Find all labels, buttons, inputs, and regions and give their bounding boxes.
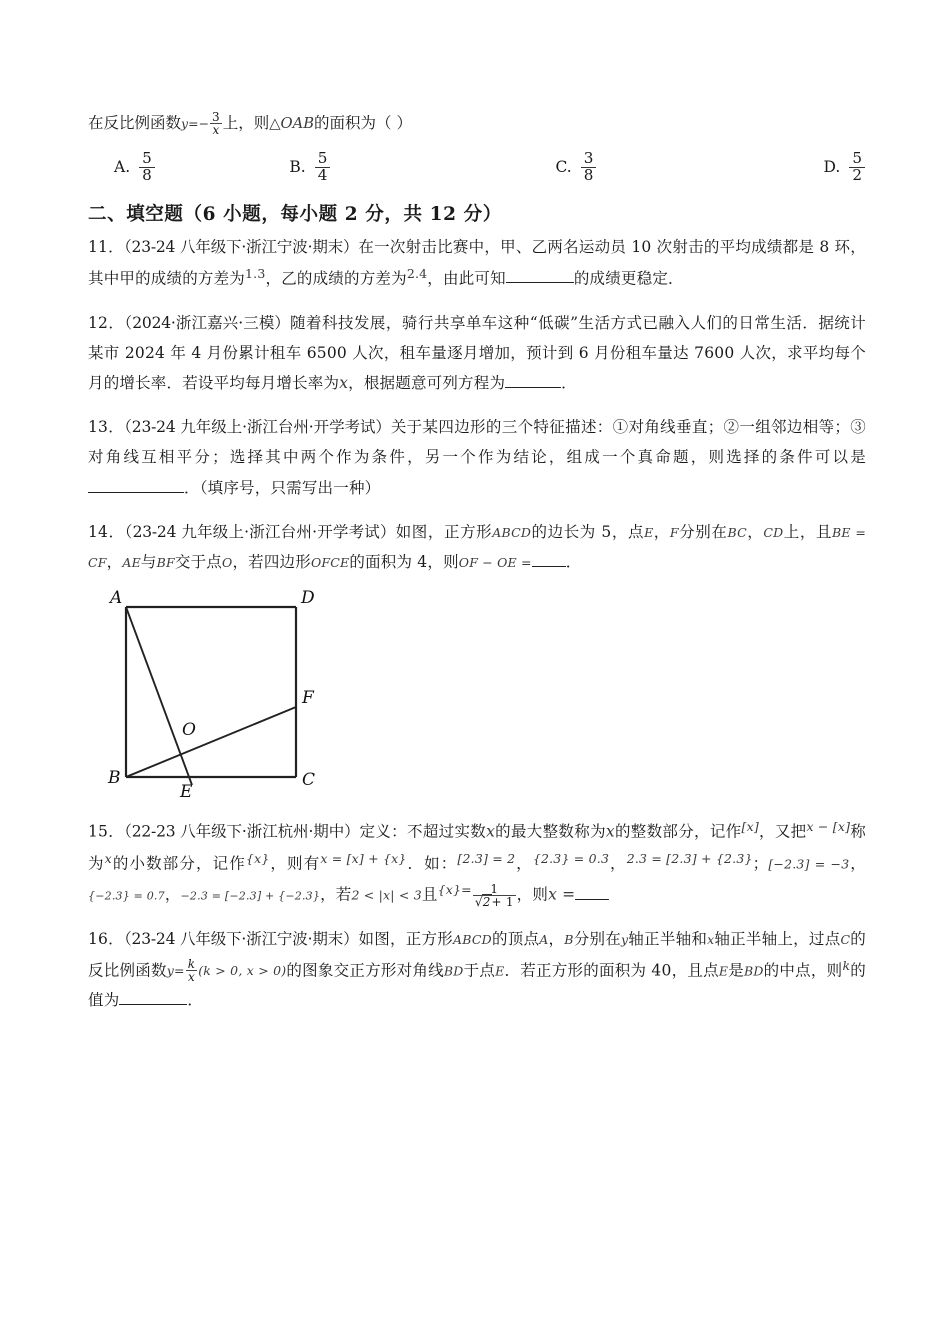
question-13 (88, 412, 866, 503)
question-16-point-e-2: E (718, 963, 729, 979)
question-13-text-2: ．（填序号，只需写出一种） (184, 478, 381, 497)
question-14-expression-of-minus-oe: OF − OE = (458, 555, 532, 571)
stem-prefix-text: 在反比例函数 (88, 114, 182, 132)
question-11-text-3: ，由此可知 (427, 269, 506, 288)
question-12-answer-blank[interactable] (505, 387, 561, 388)
question-15-text-8: ．如： (406, 854, 458, 873)
question-16-text-1: 如图，正方形 (358, 929, 454, 948)
question-16-text-9: 于点 (463, 961, 496, 980)
question-14-text-10: ，若四边形 (232, 553, 311, 572)
question-16-text-2: 的顶点 (491, 929, 540, 948)
question-16-inverse-proportion-function: y= $\frac{k}{x}$ (k > 0, x > 0) (166, 957, 287, 985)
question-15-sep-1: ， (515, 854, 533, 873)
label-A: A (110, 588, 123, 609)
question-14-segment-bf: BF (156, 555, 175, 571)
choice-option-b[interactable] (289, 151, 555, 184)
question-12-source: （2024·浙江嘉兴·三模） (124, 313, 290, 332)
question-14-source: （23-24 九年级上·浙江台州·开学考试） (124, 522, 396, 541)
question-14-text-4: 分别在 (678, 522, 728, 541)
question-11-variance-yi: 2.4 (406, 266, 428, 282)
label-F: F (302, 688, 314, 709)
question-16-point-e: E (495, 963, 505, 979)
question-11-number: 11． (88, 237, 124, 256)
question-15-text-3: 的整数部分，记作 (614, 822, 742, 841)
question-15-var-x-1: x (486, 822, 496, 841)
question-14-equation-be-cf: BE = CF (88, 524, 867, 571)
question-16-text-3: ， (548, 929, 565, 948)
question-16-answer-blank[interactable] (119, 1004, 187, 1005)
question-15-x-equals: x = (548, 885, 576, 904)
label-B: B (108, 768, 121, 789)
question-15-text-5: 称为 (88, 822, 867, 873)
question-11-source: （23-24 八年级下·浙江宁波·期末） (123, 237, 359, 256)
question-16-text-13: 的值为 (88, 961, 866, 1010)
question-14-number: 14． (88, 522, 125, 541)
question-12-variable-x: x (339, 374, 349, 392)
question-13-text-1: 关于某四边形的三个特征描述：①对角线垂直；②一组邻边相等；③对角线互相平分；选择其中两个作为条件，另一个作为结论，组成一个真命题，则选择的条件可以是 (88, 418, 866, 467)
question-16-axis-y: y (620, 931, 629, 947)
question-15-text-10: 且 (421, 885, 438, 904)
question-14-answer-blank[interactable] (532, 566, 566, 567)
choice-b-label: B. (289, 158, 306, 177)
question-15-cond-equals: = (461, 882, 472, 898)
question-15-source: （22-23 八年级下·浙江杭州·期中） (124, 822, 360, 841)
segment-BF (126, 707, 296, 777)
question-11-text-4: 的成绩更稳定． (573, 269, 684, 288)
question-15-number: 15． (88, 822, 125, 841)
question-12-text-3: ． (561, 374, 577, 392)
question-16-text-14: ． (187, 991, 204, 1010)
question-11-answer-blank[interactable] (506, 282, 574, 283)
question-11-variance-jia: 1.3 (245, 266, 266, 282)
question-13-source: （23-24 九年级上·浙江台州·开学考试） (124, 418, 391, 437)
question-15-example-3: 2.3 = [2.3] + {2.3} (626, 850, 753, 866)
question-16-point-c: C (840, 931, 851, 947)
question-15-example-4: [−2.3] = −3 (768, 856, 850, 872)
question-14-point-e: E (644, 524, 654, 540)
choice-option-c[interactable] (555, 151, 823, 184)
question-16-text-10: ．若正方形的面积为 40，且点 (504, 961, 719, 980)
fraction-k-over-x: $\frac{k}{x}$ (187, 957, 196, 985)
choice-d-value: $\frac{5}{2}$ (849, 151, 865, 184)
segment-AE (126, 607, 192, 785)
question-15 (88, 815, 866, 909)
question-16-axis-x: x (707, 931, 715, 947)
question-15-frac-part-definition: x − [x] (806, 819, 851, 835)
question-16-text-8: 的图象交正方形对角线 (286, 961, 444, 980)
question-16-text-4: 分别在 (573, 929, 621, 948)
question-15-example-6: −2.3 = [−2.3] + {−2.3} (180, 889, 321, 903)
choice-d-label: D. (823, 158, 841, 177)
question-14-square-abcd: ABCD (492, 524, 532, 540)
question-15-example-2: {2.3} = 0.3 (532, 850, 610, 866)
question-15-text-6: 的小数部分，记作 (111, 854, 246, 873)
question-15-cond-fraction: $\frac{1}{√2+ 1}$ (474, 881, 514, 909)
question-16-diagonal-bd-2: BD (744, 963, 764, 979)
choice-b-value: $\frac{5}{4}$ (315, 151, 331, 184)
question-14-text-2: 的边长为 5，点 (531, 522, 645, 541)
label-O: O (182, 720, 196, 741)
question-15-var-x-3: x (104, 850, 112, 866)
question-15-answer-blank[interactable] (575, 899, 609, 900)
question-15-text-9: ，若 (320, 885, 352, 904)
function-domain-condition: (k > 0, x > 0) (198, 963, 287, 979)
fraction-3-over-x: $\frac{3}{x}$ (212, 110, 220, 137)
question-15-example-5: {−2.3} = 0.7 (88, 889, 165, 903)
question-16-constant-k: k (842, 957, 851, 973)
question-15-cond-brace: {x} (437, 882, 462, 898)
question-15-condition-fraction-expression (437, 881, 517, 909)
inverse-proportion-formula: y=− $\frac{3}{x}$ (181, 110, 220, 137)
question-11-text-1: 在一次射击比赛中，甲、乙两名运动员 10 次射击的平均成绩都是 8 环，其中甲的成绩的方差为 (88, 237, 867, 288)
question-16-text-11: 是 (728, 961, 744, 980)
page-content (88, 108, 866, 1030)
question-16-source: （23-24 八年级下·浙江宁波·期末） (123, 929, 359, 948)
question-14-quad-ofce: OFCE (310, 555, 350, 571)
question-15-sep-2: ， (609, 854, 627, 873)
question-14-segment-ae: AE (122, 555, 141, 571)
question-15-floor-notation: [x] (741, 819, 759, 835)
question-16-text-12: 的中点，则 (763, 961, 843, 980)
question-15-text-1: 定义：不超过实数 (359, 822, 487, 841)
choice-a-label: A. (114, 158, 131, 177)
label-C: C (302, 770, 316, 791)
choice-option-a[interactable] (114, 151, 289, 184)
question-16-text-6: 轴正半轴上，过点 (714, 929, 841, 948)
question-16-diagonal-bd: BD (443, 963, 464, 979)
question-16-text-7: 的反比例函数 (88, 929, 866, 980)
question-15-text-7: ，则有 (269, 854, 321, 873)
stem-middle-text: 上，则 (222, 114, 270, 132)
label-D: D (301, 588, 315, 609)
question-16-square-abcd: ABCD (453, 931, 492, 947)
question-15-sep-4: ， (849, 854, 866, 873)
question-14-text-11: 的面积为 4，则 (349, 553, 459, 572)
question-14-figure-container (88, 585, 866, 801)
question-15-brace-notation: {x} (245, 850, 270, 866)
question-15-identity: x = [x] + {x} (320, 850, 407, 866)
question-14-point-f: F (669, 524, 679, 540)
triangle-oab-label: △OAB (269, 115, 315, 132)
question-15-text-2: 的最大整数称为 (495, 822, 606, 841)
choice-c-value: $\frac{3}{8}$ (581, 151, 597, 184)
question-16-vertex-b: B (564, 931, 574, 947)
question-14-text-7: ， (106, 553, 123, 572)
question-13-answer-blank[interactable] (88, 492, 184, 493)
question-14 (88, 517, 866, 801)
choice-c-label: C. (555, 158, 572, 177)
question-16-text-5: 轴正半轴和 (628, 929, 708, 948)
question-15-condition-abs: 2 < |x| < 3 (351, 887, 422, 903)
question-12-text-2: ，根据题意可列方程为 (348, 374, 506, 392)
question-11-text-2: ，乙的成绩的方差为 (265, 269, 407, 288)
question-16 (88, 924, 866, 1016)
question-11 (88, 232, 866, 294)
question-14-segment-bc: BC (727, 524, 747, 540)
stem-suffix-text: 的面积为（ ） (314, 114, 412, 132)
question-14-text-9: 交于点 (174, 553, 222, 572)
choice-option-d[interactable] (824, 151, 866, 184)
question-15-text-11: ，则 (516, 885, 549, 904)
question-15-var-x-2: x (605, 822, 615, 841)
sqrt-icon: √2 (474, 894, 491, 909)
carryover-question-stem (88, 108, 866, 139)
question-15-sep-3: ； (752, 854, 769, 873)
section-heading-fill-in-blank: 二、填空题（6 小题，每小题 2 分，共 12 分） (88, 203, 502, 225)
question-15-example-1: [2.3] = 2 (457, 850, 516, 866)
question-13-number: 13． (88, 418, 125, 437)
question-15-text-4: ，又把 (758, 822, 807, 841)
question-14-text-8: 与 (140, 553, 157, 572)
choice-row (88, 151, 866, 184)
question-12-number: 12． (88, 313, 125, 332)
question-12 (88, 308, 866, 399)
question-14-segment-cd: CD (763, 524, 784, 540)
choice-a-value: $\frac{5}{8}$ (139, 151, 155, 184)
square-abcd-diagram (94, 585, 354, 797)
question-14-text-3: ， (653, 522, 670, 541)
question-14-text-6: 上，且 (783, 522, 833, 541)
question-14-text-12: ． (565, 553, 582, 572)
question-16-vertex-a: A (539, 931, 549, 947)
question-14-point-o: O (221, 555, 233, 571)
question-14-text-1: 如图，正方形 (395, 522, 493, 541)
question-12-text-1: 随着科技发展，骑行共享单车这种“低碳”生活方式已融入人们的日常生活．据统计某市 2024 年 4 月份累计租车 6500 人次，租车量逐月增加，预计到 6 月份租车量达 7600 人次，求平均每个月的增长率．若设平均每月增长率为 (88, 313, 866, 392)
question-15-sep-5: ， (164, 885, 181, 904)
label-E: E (180, 782, 193, 798)
question-16-number: 16． (88, 929, 124, 948)
question-14-text-5: ， (746, 522, 764, 541)
